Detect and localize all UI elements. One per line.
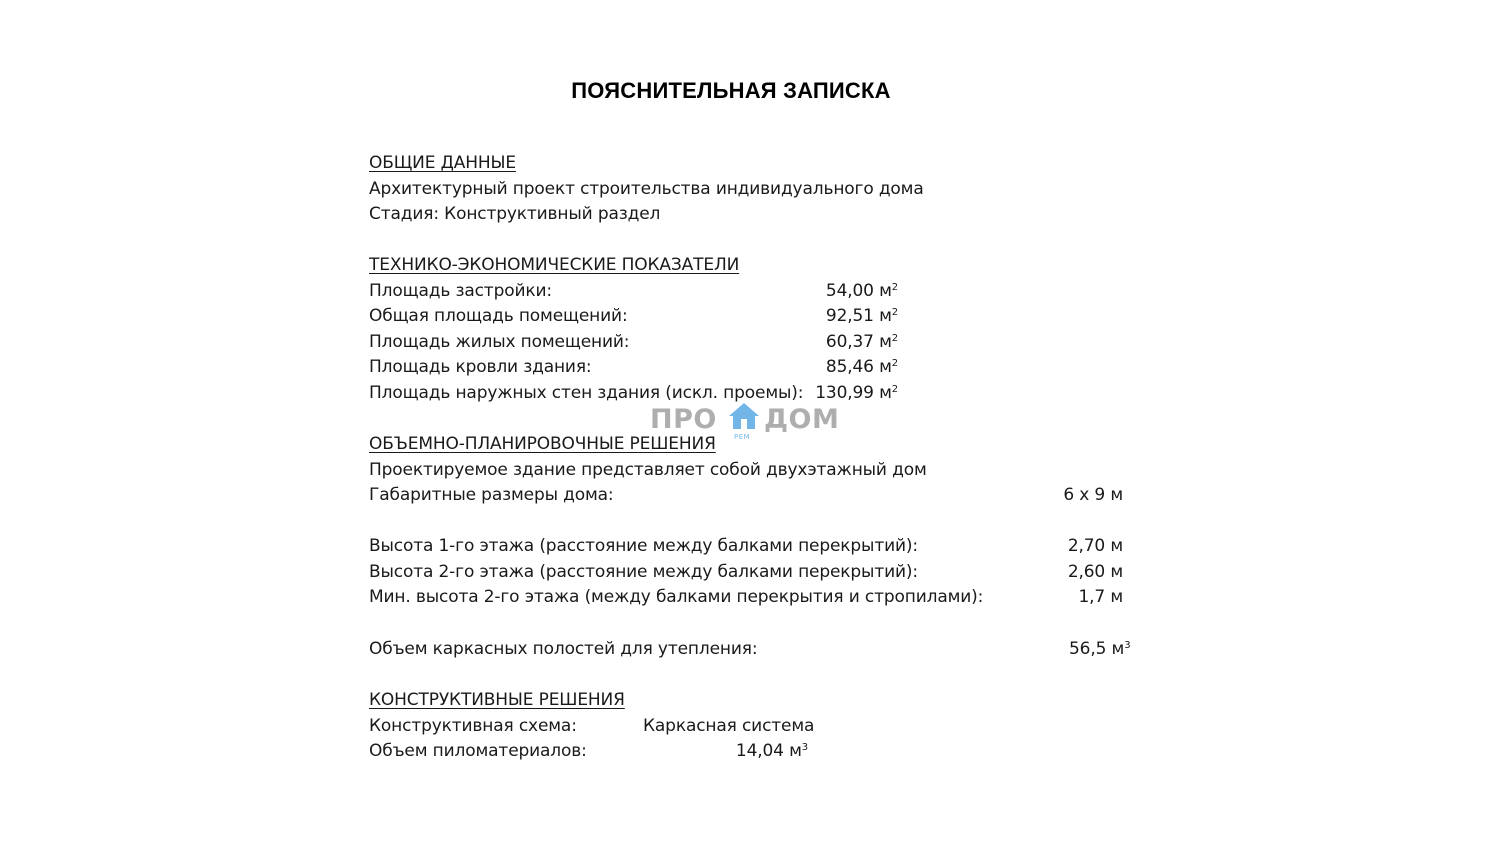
construction-row-label: Конструктивная схема:	[369, 716, 577, 736]
tech-row-value: 92,51 $м^2$	[825, 306, 898, 326]
construction-row-value: Каркасная система	[643, 716, 815, 736]
tech-row-value: 54,00 $м^2$	[825, 281, 898, 301]
tech-row-label: Площадь застройки:	[369, 281, 552, 301]
construction-row-value: 14,04 $м^3$	[735, 741, 808, 761]
planning-row-value: 56,5 $м^3$	[1069, 639, 1131, 659]
planning-row-label: Объем каркасных полостей для утепления:	[369, 639, 758, 659]
planning-row-value: 2,70 м	[1067, 536, 1123, 556]
planning-line-description: Проектируемое здание представляет собой двухэтажный дом	[369, 460, 927, 480]
tech-row-label: Площадь наружных стен здания (искл. проемы):	[369, 383, 804, 403]
watermark-text-right: ДОМ	[764, 404, 840, 435]
tech-row-value: 130,99 $м^2$	[815, 383, 898, 403]
watermark-small-text: РЕМ	[734, 433, 751, 441]
tech-row-label: Площадь кровли здания:	[369, 357, 592, 377]
section-construction-heading: КОНСТРУКТИВНЫЕ РЕШЕНИЯ	[369, 690, 625, 710]
tech-row-label: Площадь жилых помещений:	[369, 332, 630, 352]
tech-row-label: Общая площадь помещений:	[369, 306, 628, 326]
section-general-heading: ОБЩИЕ ДАННЫЕ	[369, 153, 516, 173]
construction-row-label: Объем пиломатериалов:	[369, 741, 587, 761]
tech-row-value: 85,46 $м^2$	[825, 357, 898, 377]
general-line-stage: Стадия: Конструктивный раздел	[369, 204, 661, 224]
house-icon	[728, 402, 760, 432]
planning-row-label: Высота 1-го этажа (расстояние между балками перекрытий):	[369, 536, 918, 556]
planning-row-label: Габаритные размеры дома:	[369, 485, 614, 505]
watermark-text-left: ПРО	[650, 404, 717, 435]
planning-row-value: 6 х 9 м	[1063, 485, 1123, 505]
section-planning-heading: ОБЪЕМНО-ПЛАНИРОВОЧНЫЕ РЕШЕНИЯ	[369, 434, 716, 454]
planning-row-label: Высота 2-го этажа (расстояние между балками перекрытий):	[369, 562, 918, 582]
tech-row-value: 60,37 $м^2$	[825, 332, 898, 352]
general-line-project: Архитектурный проект строительства индивидуального дома	[369, 179, 924, 199]
planning-row-value: 2,60 м	[1067, 562, 1123, 582]
section-tech-heading: ТЕХНИКО-ЭКОНОМИЧЕСКИЕ ПОКАЗАТЕЛИ	[369, 255, 740, 275]
planning-row-label: Мин. высота 2-го этажа (между балками перекрытия и стропилами):	[369, 587, 984, 607]
page-title: ПОЯСНИТЕЛЬНАЯ ЗАПИСКА	[571, 78, 891, 103]
planning-row-value: 1,7 м	[1078, 587, 1123, 607]
